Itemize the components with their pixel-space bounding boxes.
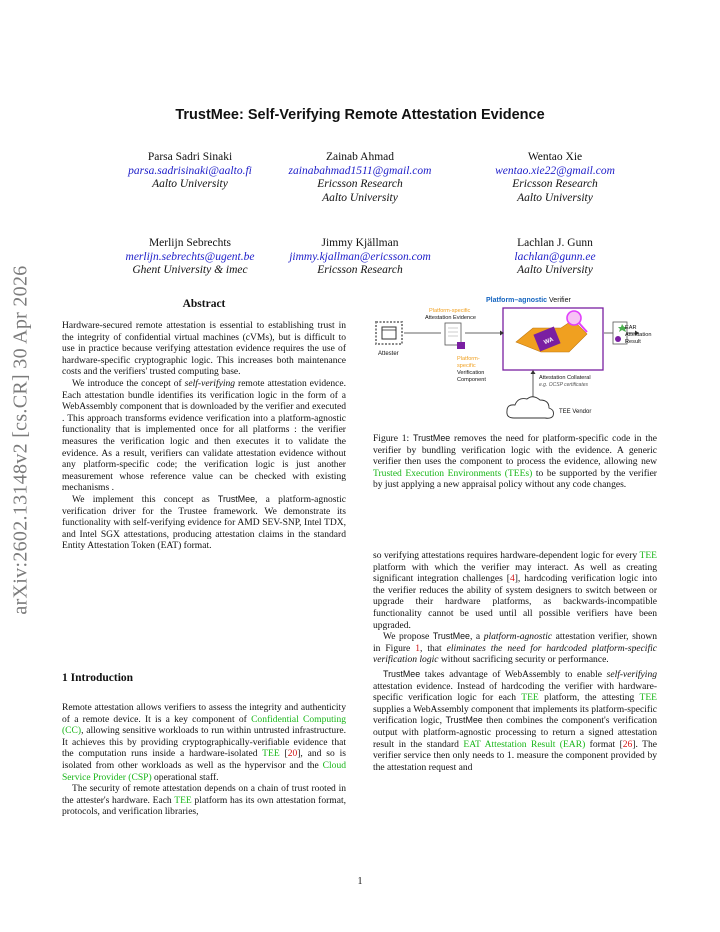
text-span: ], hardcoding verification logic into the verifier reduces the ability of system designers to switch between or upgrade their hardware platforms, as backwards-incompatible functionality cannot be used until all possible verifiers have been upgraded. <box>373 573 657 631</box>
author-affiliation: Ericsson Research <box>317 178 403 191</box>
text-span: ], and so is isolated from other workloads as well as the hypervisor and the <box>62 748 346 771</box>
acronym-link-tee[interactable]: TEE <box>174 794 192 806</box>
author-affiliation-2: Aalto University <box>322 191 398 204</box>
wa-label: WA <box>543 336 555 347</box>
text-span: attestation evidence. Instead of hardcoding the verifier with hardware-specific verification logic for each <box>373 680 657 704</box>
ear-label-2: Attestation <box>625 332 652 338</box>
text-span: without sacrificing security or performance. <box>438 654 609 666</box>
text-span: We introduce the concept of <box>72 377 185 389</box>
author-name: Wentao Xie <box>527 151 583 163</box>
acronym-link-tee[interactable]: TEE <box>262 748 280 760</box>
figure-caption <box>373 433 657 491</box>
author-email[interactable]: zainabahmad1511@gmail.com <box>288 164 432 177</box>
author-name: Parsa Sadri Sinaki <box>147 151 233 163</box>
abstract-body <box>62 320 346 552</box>
abstract-paragraph-3 <box>62 494 346 552</box>
introduction-body <box>62 702 346 818</box>
text-span: supplies a WebAssembly component that implements its platform-specific verification logic, <box>373 703 657 727</box>
component-label-3: Verification <box>457 370 485 376</box>
text-span: , a <box>469 631 484 643</box>
intro-paragraph-1 <box>62 702 346 783</box>
right-paragraph-3 <box>373 669 657 773</box>
acronym-link-ear[interactable]: EAT Attestation Result (EAR) <box>463 738 586 750</box>
tee-vendor-label: TEE Vendor <box>559 409 592 415</box>
text-emphasis: self-verifying <box>184 377 236 389</box>
text-span: , that <box>420 642 447 654</box>
author-affiliation-2: Aalto University <box>517 191 593 204</box>
evidence-document-icon <box>445 323 461 345</box>
text-span: takes advantage of WebAssembly to enable <box>420 668 607 680</box>
figure-1-diagram <box>373 292 663 422</box>
author-email[interactable]: wentao.xie22@gmail.com <box>495 164 615 177</box>
author-affiliation: Aalto University <box>517 264 593 277</box>
cloud-icon <box>507 397 554 419</box>
author-email[interactable]: parsa.sadrisinaki@aalto.fi <box>128 164 252 177</box>
trustmee-name: TrustMee <box>413 433 451 443</box>
text-span: ]. The verifier service then only needs to 1. measure the component provided by the attestation request and <box>373 738 657 773</box>
component-label-2: specific <box>457 363 476 369</box>
text-span: to be supported by the verifier by just applying a new appraisal policy without any code changes. <box>373 467 657 491</box>
citation-link[interactable]: 4 <box>509 573 515 585</box>
text-span: format [ <box>585 738 623 750</box>
author-affiliation: Ericsson Research <box>317 264 403 277</box>
trustmee-name: TrustMee <box>445 715 483 726</box>
author-6 <box>460 237 650 278</box>
intro-paragraph-2 <box>62 783 346 818</box>
author-affiliation: Aalto University <box>152 178 228 191</box>
text-span: The security of remote attestation depends on a chain of trust rooted in the attester's hardware. Each <box>62 783 346 806</box>
abstract-paragraph-1: Hardware-secured remote attestation is essential to establishing trust in the integrity of confidential virtual machines (cVMs), but is difficult to use in practice because verifying attestation evidence requires the use of hardware-specific cryptographic logic. This increases both maintenance costs and the verifiers' trusted computing base. <box>62 320 346 378</box>
text-span: then combines the component's verification output with platform-agnostic processing to return a signed attestation result in the standard <box>373 715 658 750</box>
attester-label: Attester <box>378 351 399 357</box>
right-paragraph-2 <box>373 631 657 666</box>
text-span: operational staff. <box>151 771 219 783</box>
attester-window-icon <box>382 327 396 339</box>
trustmee-name: TrustMee <box>383 668 421 679</box>
citation-link[interactable]: 26 <box>622 738 633 750</box>
text-span: platform with which the verifier may interact. As well as creating significant integration challenges [ <box>373 561 657 585</box>
author-name: Lachlan J. Gunn <box>517 237 593 249</box>
wa-mini-icon <box>457 342 465 349</box>
text-emphasis: eliminates the need for hardcoded platform-specific verification logic <box>373 642 658 666</box>
text-span: Figure 1: <box>373 433 414 444</box>
text-span: attestation verifier, shown in Figure <box>373 631 658 654</box>
text-emphasis: self-verifying <box>606 668 657 680</box>
abstract-paragraph-2 <box>62 378 346 494</box>
text-span: , a platform-agnostic verification driver for the Trustee framework. We demonstrate its functionality with self-verifying evidence for AMD SEV-SNP, Intel TDX, and Intel SGX attestations, producing attestation claims in the standard Entity Attestation Token (EAT) format. <box>62 493 346 552</box>
abstract-heading: Abstract <box>182 298 226 310</box>
author-email[interactable]: jimmy.kjallman@ericsson.com <box>289 250 431 263</box>
figure-link[interactable]: 1 <box>415 642 420 654</box>
acronym-link-csp[interactable]: Cloud Service Provider (CSP) <box>62 759 346 783</box>
text-span: platform, the attesting <box>538 692 640 704</box>
text-span: We implement this concept as <box>72 493 218 505</box>
author-name: Jimmy Kjällman <box>321 237 399 249</box>
text-span: removes the need for platform-specific code in the verifier by bundling verification logic with the evidence. A generic verifier then uses the component to process the evidence, allowing new <box>373 433 657 468</box>
page-number: 1 <box>357 876 363 887</box>
author-email[interactable]: merlijn.sebrechts@ugent.be <box>125 250 255 263</box>
collateral-label-2: e.g. OCSP certificates <box>539 382 588 388</box>
text-span: , allowing sensitive workloads to run within untrusted infrastructure. It achieves this by providing cryptographically-verifiable evidence that the computation runs inside a hardware-isolated <box>62 725 346 760</box>
author-affiliation: Ghent University & imec <box>132 264 248 277</box>
text-span: [ <box>279 748 288 760</box>
text-span: platform has its own attestation format, protocols, and verification libraries, <box>62 794 347 818</box>
component-label-1: Platform- <box>457 356 480 362</box>
arxiv-sidebar <box>4 250 38 630</box>
ear-label-1: EAR <box>625 325 637 331</box>
right-column-body <box>373 550 657 773</box>
result-seal-icon <box>615 336 621 342</box>
author-5 <box>265 237 455 278</box>
evidence-label-1: Platform-specific <box>429 308 471 314</box>
paper-title: TrustMee: Self-Verifying Remote Attestation Evidence <box>175 107 545 123</box>
component-label-4: Component <box>457 377 486 383</box>
author-email[interactable]: lachlan@gunn.ee <box>514 250 596 263</box>
author-4 <box>95 237 285 278</box>
trustmee-name: TrustMee <box>217 493 256 504</box>
author-2 <box>265 151 455 205</box>
acronym-link-tee[interactable]: TEE <box>639 550 657 561</box>
acronym-link-tees[interactable]: Trusted Execution Environments (TEEs) <box>373 467 533 479</box>
figure-1 <box>373 292 663 422</box>
acronym-link-tee[interactable]: TEE <box>639 692 657 704</box>
verifier-title: Platform–agnostic Verifier <box>486 297 571 304</box>
magnifier-icon <box>567 311 581 325</box>
text-span: remote attestation evidence. Each attestation bundle identifies its verification logic in the form of a WebAssembly component that is downloaded by the verifier and executed . This approach transforms evidence verification into a platform-agnostic functionality that is implemented once for all platforms : the verifier measures the verification logic and then executes it to validate the evidence. As a result, verifiers can validate attestation evidence without any platform-specific code; the verification logic is just another measurement whose reference value can be checked with existing mechanisms . <box>62 377 346 494</box>
citation-link[interactable]: 20 <box>287 748 298 760</box>
collateral-label-1: Attestation Collateral <box>539 375 591 381</box>
arxiv-identifier: arXiv:2602.13148v2 [cs.CR] 30 Apr 2026 <box>9 265 32 615</box>
acronym-link-tee[interactable]: TEE <box>521 692 539 704</box>
author-name: Merlijn Sebrechts <box>148 237 232 249</box>
author-affiliation: Ericsson Research <box>512 178 598 191</box>
text-span: so verifying attestations requires hardware-dependent logic for every <box>373 550 640 561</box>
author-name: Zainab Ahmad <box>325 151 395 163</box>
ear-label-3: Result <box>625 339 641 345</box>
right-paragraph-1 <box>373 550 657 631</box>
section-heading-introduction: 1 Introduction <box>62 672 134 684</box>
text-emphasis: platform-agnostic <box>483 631 553 643</box>
text-span: Remote attestation allows verifiers to assess the integrity and authenticity of a remote device. It is a key component of <box>62 702 346 725</box>
evidence-label-2: Attestation Evidence <box>425 315 476 321</box>
author-1 <box>95 151 285 192</box>
trustmee-name: TrustMee <box>432 631 470 642</box>
author-3 <box>460 151 650 205</box>
acronym-link-cc[interactable]: Confidential Computing (CC) <box>62 713 346 737</box>
text-span: We propose <box>383 631 433 643</box>
